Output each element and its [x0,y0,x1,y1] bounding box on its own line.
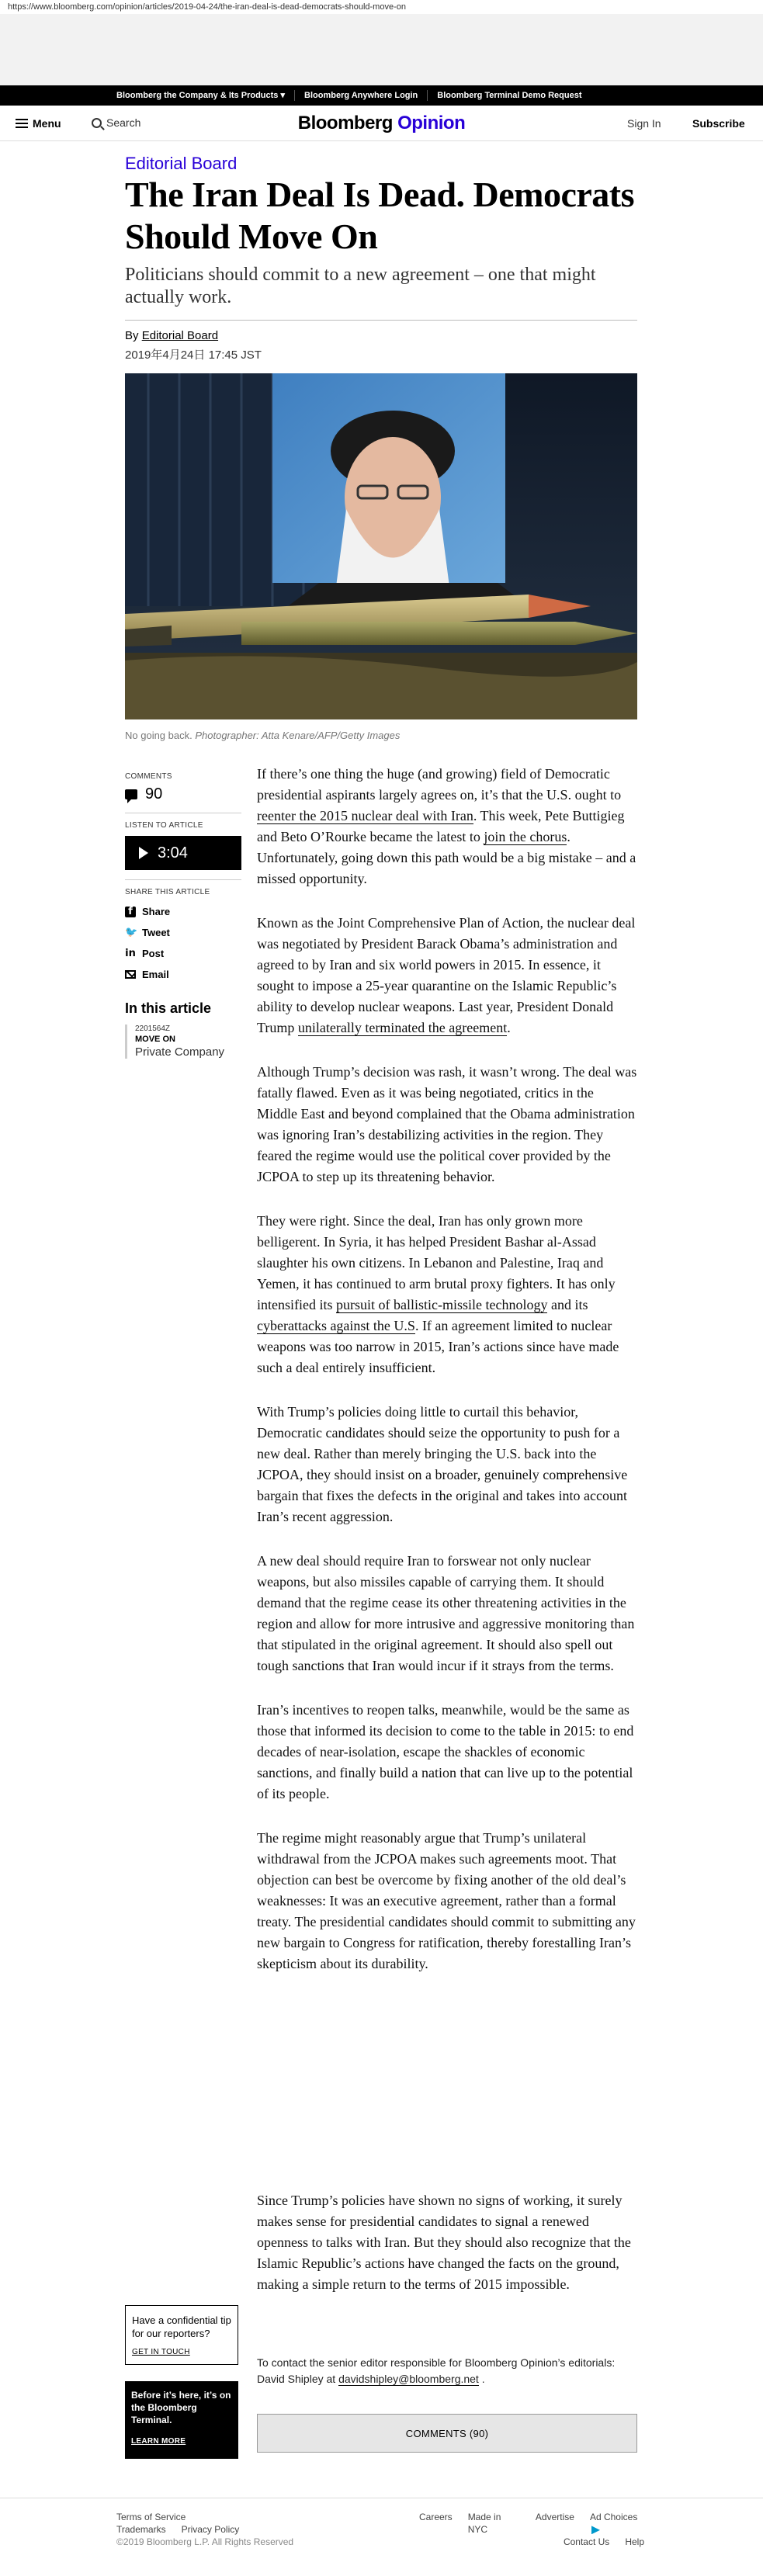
subscribe-link[interactable]: Subscribe [692,117,745,130]
corp-link-terminal-demo[interactable]: Bloomberg Terminal Demo Request [427,90,591,101]
comments-count: 90 [145,785,163,803]
article-kicker[interactable]: Editorial Board [125,154,238,173]
hero-photo-illustration [125,373,637,719]
caption-text: No going back. [125,730,192,741]
author-link[interactable]: Editorial Board [141,329,219,342]
text-run: . This week, Pete Buttigieg and Beto O’Rourke became the latest to [257,808,625,844]
divider [125,879,241,880]
footer-legal [116,2511,293,2548]
tip-box [125,2305,238,2365]
logo-bloomberg[interactable]: Bloomberg [297,113,393,133]
footer-privacy-link[interactable]: Privacy Policy [181,2524,240,2535]
inline-link[interactable]: reenter the 2015 nuclear deal with Iran [257,808,473,823]
paragraph [257,1211,637,1378]
ticker-name: MOVE ON [135,1035,175,1044]
share-email-button[interactable] [125,969,241,980]
share-facebook-label: Share [142,906,171,917]
comments-link[interactable] [125,785,241,803]
tip-question: Have a confidential tip for our reporters? [132,2314,231,2339]
main-nav [0,106,763,141]
corp-link-products[interactable] [116,90,294,101]
ad-banner-space [0,14,763,85]
footer-advertise-link[interactable]: Advertise [535,2512,574,2522]
share-facebook-button[interactable] [125,906,241,917]
corp-link-products-label: Bloomberg the Company & Its Products [116,91,279,100]
article-sidebar [125,772,241,1059]
comment-bubble-icon [125,789,137,799]
address-bar[interactable]: https://www.bloomberg.com/opinion/articles/2019-04-24/the-iran-deal-is-dead-democrats-should-move-on [0,0,763,14]
learn-more-link[interactable]: LEARN MORE [131,2437,186,2446]
byline-prefix: By [125,329,139,342]
paragraph: With Trump’s policies doing little to curtail this behavior, Democratic candidates should seize the opportunity to push for a new deal. Rather than merely bringing the U.S. back into the JCPOA, they should insist on a broader, genuinely comprehensive bargain that fixes the defects in the original and takes into account Iran’s recent aggression. [257,1404,628,1524]
menu-button[interactable] [16,116,61,130]
ticker-card[interactable] [125,1025,241,1059]
paragraph: A new deal should require Iran to forswear not only nuclear weapons, but also missiles capable of carrying them. It should demand that the regime cease its other threatening activities in the region and allow for more intrusive and aggressive monitoring than that stipulated in the original agreement. It should also spell out tough sanctions that Iran would incur if it strays from the terms. [257,1553,635,1673]
share-twitter-button[interactable] [125,927,241,938]
sign-in-link[interactable]: Sign In [627,117,661,130]
twitter-icon: 🐦 [125,926,138,938]
hero-image [125,373,637,719]
paragraph [257,913,637,1038]
publish-date: 2019年4月24日 17:45 JST [125,348,262,362]
footer-trademarks-link[interactable]: Trademarks [116,2524,166,2535]
caption-credit: Photographer: Atta Kenare/AFP/Getty Images [195,730,401,741]
logo-opinion[interactable]: Opinion [397,113,466,133]
text-run: Known as the Joint Comprehensive Plan of Action, the nuclear deal was negotiated by President Barack Obama’s administration and agreed to by Iran and six world powers in 2015. In essence, it sought to impose a 25-year quarantine on the Islamic Republic’s ability to develop nuclear weapons. Last year, President Donald Trump [257,915,636,1035]
inline-link[interactable]: unilaterally terminated the agreement [297,1020,508,1035]
ad-choices-icon [591,2526,600,2534]
ticker-symbol: 2201564Z [135,1025,171,1033]
search-label: Search [106,116,141,129]
text-run: They were right. Since the deal, Iran has only grown more belligerent. In Syria, it has helped President Bashar al-Assad slaughter his own citizens. In Lebanon and Palestine, Iraq and Yemen, it has continued to arm brutal proxy fighters. It has only intensified its [257,1213,616,1312]
inline-link[interactable]: cyberattacks against the U.S [257,1318,415,1333]
byline [125,329,218,342]
article-dek: Politicians should commit to a new agreement – one that might actually work. [125,265,596,307]
footer-contact-link[interactable]: Contact Us [563,2536,610,2547]
closing-paragraph: Since Trump’s policies have shown no signs of working, it surely makes sense for presidential candidates to signal a renewed openness to talks with Iran. But they should also recognize that the Islamic Republic’s actions have changed the facts on the ground, making a simple return to the terms of 2015 impossible. [257,2193,631,2292]
paragraph: Although Trump’s decision was rash, it wasn’t wrong. The deal was fatally flawed. Even as it was being negotiated, critics in the Middle East and beyond complained that the Obama administration was ignoring Iran’s destabilizing activities in the region. They feared the regime would use the political cover provided by the JCPOA to step up its threatening behavior. [257,1064,637,1184]
editor-contact [257,2355,637,2387]
terminal-promo-text: Before it’s here, it’s on the Bloomberg Terminal. [131,2390,231,2425]
contact-end: . [478,2373,485,2385]
footer-ad-choices-link[interactable] [590,2511,644,2536]
inline-link[interactable]: join the chorus [484,829,567,844]
footer-careers-link[interactable]: Careers [419,2512,453,2522]
paragraph: The regime might reasonably argue that Trump’s unilateral withdrawal from the JCPOA makes such agreements moot. That objection can best be overcome by fixing another of the old deal’s weaknesses: It was an executive agreement, rather than a formal treaty. The presidential candidates should commit to submitting any new bargain to Congress for ratification, thereby forestalling Iran’s skepticism about its durability. [257,1830,636,1971]
footer-links [419,2511,644,2548]
listen-label: LISTEN TO ARTICLE [125,821,203,830]
article-body [257,764,637,1998]
ad-choices-label: Ad Choices [589,2512,638,2522]
text-run: . [507,1020,511,1035]
text-run: and its [547,1297,588,1312]
footer-help-link[interactable]: Help [625,2536,644,2547]
play-icon [139,847,148,859]
contact-text: To contact the senior editor responsible for Bloomberg Opinion’s editorials: David Shipley at [257,2356,616,2385]
share-linkedin-button[interactable] [125,948,241,959]
article-headline: The Iran Deal Is Dead. Democrats Should Move On [125,175,635,256]
menu-label: Menu [33,117,61,130]
share-label: SHARE THIS ARTICLE [125,888,210,896]
in-this-article-heading: In this article [125,1000,212,1016]
footer-made-in-nyc-link[interactable]: Made in NYC [467,2512,501,2535]
listen-play-button[interactable] [125,836,241,870]
hamburger-icon [16,116,28,130]
terminal-promo [125,2381,238,2459]
share-linkedin-label: Post [142,948,165,959]
footer-copyright: ©2019 Bloomberg L.P. All Rights Reserved [116,2536,294,2547]
search-button[interactable] [92,116,140,129]
image-caption [125,730,400,741]
text-run: If there’s one thing the huge (and growing) field of Democratic presidential aspirants largely agrees on, it’s that the U.S. ought to [257,766,622,803]
ticker-type: Private Company [135,1045,225,1059]
inline-link[interactable]: pursuit of ballistic-missile technology [336,1297,548,1312]
chevron-down-icon: ▾ [280,91,286,100]
corp-link-anywhere-login[interactable]: Bloomberg Anywhere Login [294,90,427,101]
editor-email-link[interactable]: davidshipley@bloomberg.net [338,2373,479,2385]
corporate-bar [0,85,763,106]
text-run: . Unfortunately, going down this path would be a big mistake – and a missed opportunity. [257,829,636,886]
footer-terms-link[interactable]: Terms of Service [116,2512,186,2522]
share-email-label: Email [142,969,169,980]
paragraph: Iran’s incentives to reopen talks, meanwhile, would be the same as those that informed its decision to come to the table in 2015: to end decades of near-isolation, escape the shackles of economic sanctions, and finally build a nation that can live up to the potential of its people. [257,1702,634,1801]
linkedin-icon: in [125,947,136,959]
divider [125,320,637,321]
comments-label: COMMENTS [125,772,172,781]
listen-duration: 3:04 [158,844,188,862]
get-in-touch-link[interactable]: GET IN TOUCH [132,2348,190,2356]
facebook-icon: f [125,907,136,917]
paragraph [257,764,637,889]
comments-button[interactable]: COMMENTS (90) [257,2414,637,2453]
text-run: . If an agreement limited to nuclear weapons was too narrow in 2015, Iran’s actions since have made such a deal entirely insufficient. [257,1318,619,1375]
search-icon [92,118,102,128]
share-twitter-label: Tweet [142,927,170,938]
email-icon [125,970,136,979]
